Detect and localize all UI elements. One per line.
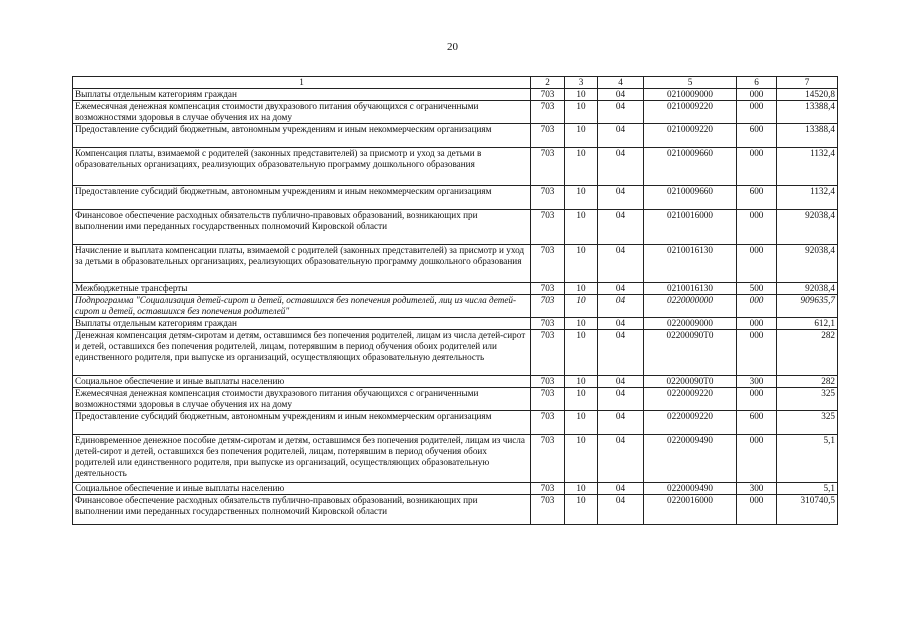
sum-cell: 14520,8	[777, 89, 838, 101]
target-article-cell: 0210016130	[644, 283, 737, 295]
table-row	[73, 186, 838, 210]
table-header-row	[73, 77, 838, 89]
target-article-cell: 0220009220	[644, 411, 737, 435]
header-cell: 6	[737, 77, 777, 89]
table-row	[73, 435, 838, 483]
section-cell: 10	[565, 330, 598, 376]
section-cell: 10	[565, 101, 598, 124]
sum-cell: 310740,5	[777, 495, 838, 525]
row-name-cell: Единовременное денежное пособие детям-сиротам и детям, оставшимся без попечения родителей, лицам из числа детей-сирот и детей, оставшихся без попечения родителей, лицам, потерявшим в период обучения обоих родителей или единственного родителя, при выпуске из организаций, осуществляющих образовательную деятельность	[73, 435, 531, 483]
table-row	[73, 101, 838, 124]
subsection-cell: 04	[598, 101, 644, 124]
ved-cell: 703	[531, 283, 565, 295]
row-name-cell: Финансовое обеспечение расходных обязательств публично-правовых образований, возникающих при выполнении ими переданных государственных полномочий Кировской области	[73, 495, 531, 525]
sum-cell: 282	[777, 330, 838, 376]
expense-type-cell: 000	[737, 495, 777, 525]
subsection-cell: 04	[598, 411, 644, 435]
sum-cell: 5,1	[777, 435, 838, 483]
ved-cell: 703	[531, 101, 565, 124]
target-article-cell: 0210009220	[644, 124, 737, 148]
row-name-cell: Подпрограмма "Социализация детей-сирот и детей, оставшихся без попечения родителей, лиц из числа детей-сирот и детей, оставшихся без попечения родителей"	[73, 295, 531, 318]
row-name-cell: Социальное обеспечение и иные выплаты населению	[73, 376, 531, 388]
target-article-cell: 0220016000	[644, 495, 737, 525]
sum-cell: 13388,4	[777, 124, 838, 148]
subsection-cell: 04	[598, 388, 644, 411]
expense-type-cell: 000	[737, 318, 777, 330]
sum-cell: 909635,7	[777, 295, 838, 318]
ved-cell: 703	[531, 245, 565, 283]
target-article-cell: 0220009490	[644, 483, 737, 495]
section-cell: 10	[565, 245, 598, 283]
table-row	[73, 483, 838, 495]
expense-type-cell: 000	[737, 148, 777, 186]
expense-type-cell: 000	[737, 330, 777, 376]
row-name-cell: Предоставление субсидий бюджетным, автономным учреждениям и иным некоммерческим организациям	[73, 186, 531, 210]
ved-cell: 703	[531, 411, 565, 435]
section-cell: 10	[565, 89, 598, 101]
row-name-cell: Выплаты отдельным категориям граждан	[73, 89, 531, 101]
ved-cell: 703	[531, 435, 565, 483]
ved-cell: 703	[531, 388, 565, 411]
sum-cell: 325	[777, 388, 838, 411]
row-name-cell: Социальное обеспечение и иные выплаты населению	[73, 483, 531, 495]
ved-cell: 703	[531, 89, 565, 101]
row-name-cell: Межбюджетные трансферты	[73, 283, 531, 295]
section-cell: 10	[565, 411, 598, 435]
expense-type-cell: 600	[737, 186, 777, 210]
target-article-cell: 02200090Т0	[644, 376, 737, 388]
sum-cell: 92038,4	[777, 283, 838, 295]
sum-cell: 1132,4	[777, 148, 838, 186]
subsection-cell: 04	[598, 124, 644, 148]
table-row	[73, 148, 838, 186]
row-name-cell: Ежемесячная денежная компенсация стоимости двухразового питания обучающихся с ограниченными возможностями здоровья в случае обучения их на дому	[73, 388, 531, 411]
sum-cell: 92038,4	[777, 245, 838, 283]
target-article-cell: 0210009220	[644, 101, 737, 124]
section-cell: 10	[565, 210, 598, 245]
subsection-cell: 04	[598, 210, 644, 245]
ved-cell: 703	[531, 318, 565, 330]
expense-type-cell: 500	[737, 283, 777, 295]
header-cell: 1	[73, 77, 531, 89]
table-row	[73, 295, 838, 318]
expense-type-cell: 300	[737, 376, 777, 388]
sum-cell: 5,1	[777, 483, 838, 495]
subsection-cell: 04	[598, 376, 644, 388]
table-row	[73, 124, 838, 148]
section-cell: 10	[565, 186, 598, 210]
ved-cell: 703	[531, 210, 565, 245]
table-row	[73, 210, 838, 245]
subsection-cell: 04	[598, 318, 644, 330]
table-row	[73, 318, 838, 330]
row-name-cell: Начисление и выплата компенсации платы, взимаемой с родителей (законных представителей) за присмотр и уход за детьми в образовательных организациях, реализующих образовательную программу дошкольного образования	[73, 245, 531, 283]
expense-type-cell: 000	[737, 435, 777, 483]
section-cell: 10	[565, 495, 598, 525]
table-row	[73, 330, 838, 376]
budget-table	[72, 76, 838, 525]
ved-cell: 703	[531, 148, 565, 186]
sum-cell: 612,1	[777, 318, 838, 330]
ved-cell: 703	[531, 483, 565, 495]
table-row	[73, 388, 838, 411]
expense-type-cell: 000	[737, 89, 777, 101]
target-article-cell: 0210016000	[644, 210, 737, 245]
ved-cell: 703	[531, 376, 565, 388]
ved-cell: 703	[531, 330, 565, 376]
subsection-cell: 04	[598, 483, 644, 495]
section-cell: 10	[565, 435, 598, 483]
target-article-cell: 0210009660	[644, 186, 737, 210]
section-cell: 10	[565, 388, 598, 411]
subsection-cell: 04	[598, 435, 644, 483]
subsection-cell: 04	[598, 283, 644, 295]
subsection-cell: 04	[598, 148, 644, 186]
table-row	[73, 376, 838, 388]
sum-cell: 1132,4	[777, 186, 838, 210]
table-row	[73, 495, 838, 525]
expense-type-cell: 000	[737, 388, 777, 411]
section-cell: 10	[565, 124, 598, 148]
table-row	[73, 89, 838, 101]
header-cell: 5	[644, 77, 737, 89]
subsection-cell: 04	[598, 186, 644, 210]
subsection-cell: 04	[598, 89, 644, 101]
row-name-cell: Ежемесячная денежная компенсация стоимости двухразового питания обучающихся с ограниченными возможностями здоровья в случае обучения их на дому	[73, 101, 531, 124]
sum-cell: 13388,4	[777, 101, 838, 124]
expense-type-cell: 600	[737, 411, 777, 435]
ved-cell: 703	[531, 295, 565, 318]
row-name-cell: Компенсация платы, взимаемой с родителей (законных представителей) за присмотр и уход за детьми в образовательных организациях, реализующих образовательную программу дошкольного образования	[73, 148, 531, 186]
expense-type-cell: 000	[737, 295, 777, 318]
subsection-cell: 04	[598, 330, 644, 376]
header-cell: 7	[777, 77, 838, 89]
subsection-cell: 04	[598, 295, 644, 318]
target-article-cell: 0220009220	[644, 388, 737, 411]
table-body	[73, 89, 838, 525]
table-row	[73, 245, 838, 283]
target-article-cell: 0210016130	[644, 245, 737, 283]
row-name-cell: Выплаты отдельным категориям граждан	[73, 318, 531, 330]
row-name-cell: Финансовое обеспечение расходных обязательств публично-правовых образований, возникающих при выполнении ими переданных государственных полномочий Кировской области	[73, 210, 531, 245]
target-article-cell: 02200090Т0	[644, 330, 737, 376]
expense-type-cell: 300	[737, 483, 777, 495]
target-article-cell: 0210009000	[644, 89, 737, 101]
header-cell: 2	[531, 77, 565, 89]
row-name-cell: Денежная компенсация детям-сиротам и детям, оставшимся без попечения родителей, лицам из числа детей-сирот и детей, оставшихся без попечения родителей, лицам, потерявшим в период обучения обоих родителей или единственного родителя, при выпуске из организаций, осуществляющих образовательную деятельность	[73, 330, 531, 376]
section-cell: 10	[565, 148, 598, 186]
section-cell: 10	[565, 318, 598, 330]
target-article-cell: 0220009000	[644, 318, 737, 330]
target-article-cell: 0210009660	[644, 148, 737, 186]
header-cell: 4	[598, 77, 644, 89]
target-article-cell: 0220009490	[644, 435, 737, 483]
target-article-cell: 0220000000	[644, 295, 737, 318]
section-cell: 10	[565, 483, 598, 495]
sum-cell: 92038,4	[777, 210, 838, 245]
section-cell: 10	[565, 295, 598, 318]
page-number: 20	[447, 41, 458, 53]
ved-cell: 703	[531, 495, 565, 525]
subsection-cell: 04	[598, 245, 644, 283]
expense-type-cell: 000	[737, 210, 777, 245]
subsection-cell: 04	[598, 495, 644, 525]
header-cell: 3	[565, 77, 598, 89]
sum-cell: 282	[777, 376, 838, 388]
ved-cell: 703	[531, 186, 565, 210]
row-name-cell: Предоставление субсидий бюджетным, автономным учреждениям и иным некоммерческим организациям	[73, 411, 531, 435]
table-row	[73, 283, 838, 295]
section-cell: 10	[565, 283, 598, 295]
expense-type-cell: 000	[737, 245, 777, 283]
expense-type-cell: 600	[737, 124, 777, 148]
row-name-cell: Предоставление субсидий бюджетным, автономным учреждениям и иным некоммерческим организациям	[73, 124, 531, 148]
table-row	[73, 411, 838, 435]
expense-type-cell: 000	[737, 101, 777, 124]
sum-cell: 325	[777, 411, 838, 435]
ved-cell: 703	[531, 124, 565, 148]
section-cell: 10	[565, 376, 598, 388]
